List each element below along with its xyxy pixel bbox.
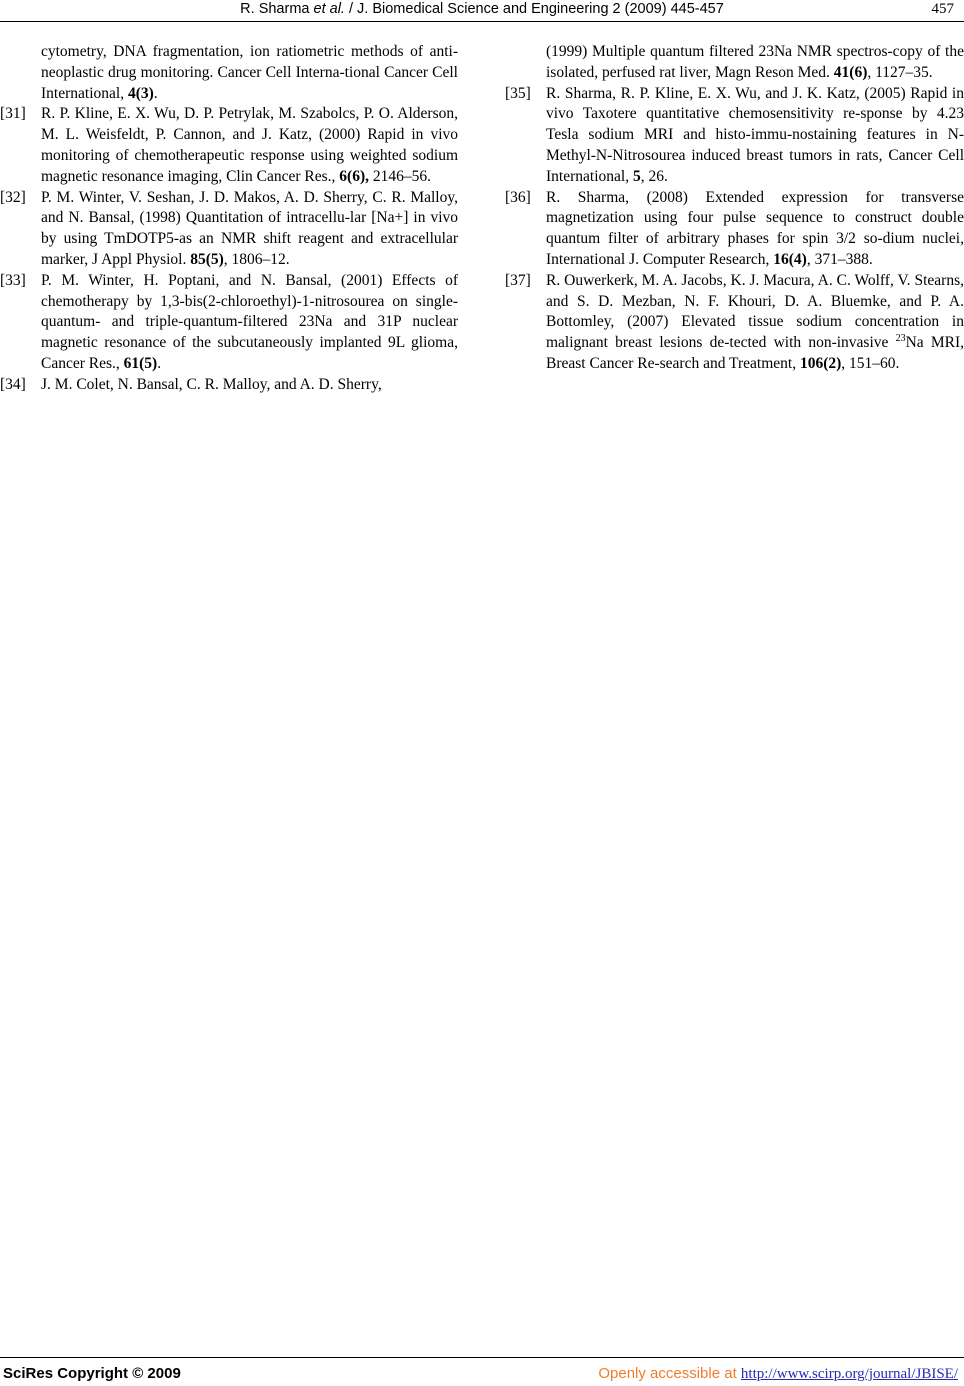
reference-text-segment: . [157,354,162,372]
reference-text-segment: (1999) Multiple quantum filtered 23Na NMR spectros-copy of the isolated, perfused rat liver, Magn Reson Med. [546,43,964,81]
reference-text-segment: R. Sharma, (2008) Extended expression for transverse magnetization using four pulse sequence to construct double quantum filter of arbitrary phases for spin 3/2 so-dium nuclei, International J. Computer Research, [546,188,964,268]
reference-text [41,376,382,393]
reference-number: [31] [0,105,26,123]
reference-text [41,43,458,102]
reference-number: [34] [0,375,26,393]
reference-text-segment: R. Ouwerkerk, M. A. Jacobs, K. J. Macura, A. C. Wolff, V. Stearns, and S. D. Mezban, N. F. Khouri, D. A. Bluemke, and P. A. Bottomley, (2007) Elevated tissue sodium concentration in malignant breast lesions de-tected with non-invasive [546,271,964,352]
reference-text-segment: P. M. Winter, V. Seshan, J. D. Makos, A. D. Sherry, C. R. Malloy, and N. Bansal, (1998) Quantitation of intracellu-lar [Na+] in vivo by using TmDOTP5-as an NMR shift reagent and extracellular marker, J Appl Physiol. [41,188,458,268]
reference-text [546,189,964,268]
reference-number: [36] [505,188,531,206]
reference-entry [505,84,964,188]
volume-issue: 5 [632,167,641,185]
left-column [0,42,458,396]
reference-number: [32] [0,188,26,206]
reference-text-segment: 2146–56. [369,167,431,185]
reference-entry [505,188,964,271]
reference-continuation [0,42,458,104]
reference-text-segment: cytometry, DNA fragmentation, ion ratiometric methods of anti-neoplastic drug monitoring. Cancer Cell Interna-tional Cancer Cell International, [41,43,458,102]
header-etal: et al. [313,1,345,17]
reference-text-segment: Na MRI, Breast Cancer Re-search and Treatment, [546,334,964,372]
reference-entry [0,271,458,375]
header-rule [0,21,964,22]
reference-entry [0,104,458,187]
reference-text-segment: , 26. [640,167,668,185]
page-number: 457 [931,1,954,17]
volume-issue: 4(3) [127,84,154,102]
reference-continuation [505,42,964,84]
reference-text [546,85,964,185]
reference-text-segment: P. M. Winter, H. Poptani, and N. Bansal, (2001) Effects of chemotherapy by 1,3-bis(2-chloroethyl)-1-nitrosourea on single-quantum- and triple-quantum-filtered 23Na and 31P nuclear magnetic resonance of the subcutaneously implanted 9L glioma, Cancer Res., [41,271,458,372]
page-footer [0,1357,964,1386]
volume-issue: 16(4) [773,250,807,268]
reference-text [41,189,458,268]
reference-number: [33] [0,271,26,289]
reference-entry [0,188,458,271]
running-header [0,1,964,17]
reference-text-segment: , 371–388. [806,250,873,268]
volume-issue: 61(5) [123,354,158,372]
reference-entry [505,271,964,375]
volume-issue: 85(5) [190,250,224,268]
reference-text-segment: . [153,84,158,102]
volume-issue: 6(6), [339,167,369,185]
footer-rule [0,1357,964,1358]
reference-text-segment: J. M. Colet, N. Bansal, C. R. Malloy, and A. D. Sherry, [41,375,382,393]
journal-link[interactable]: http://www.scirp.org/journal/JBISE/ [740,1366,958,1382]
access-label: Openly accessible at [598,1365,741,1382]
reference-text-segment: , 151–60. [841,354,900,372]
header-journal: / J. Biomedical Science and Engineering 2 (2009) 445-457 [344,1,724,17]
superscript: 23 [895,333,906,344]
reference-text [546,272,964,372]
page-header [0,0,964,20]
reference-number: [35] [505,84,531,102]
reference-text-segment: R. P. Kline, E. X. Wu, D. P. Petrylak, M. Szabolcs, P. O. Alderson, M. L. Weisfeldt, P. Cannon, and J. Katz, (2000) Rapid in vivo monitoring of chemotherapeutic response using weighted sodium magnetic resonance imaging, Clin Cancer Res., [41,105,458,185]
copyright-notice: SciRes Copyright © 2009 [3,1365,181,1382]
reference-text-segment: , 1127–35. [867,63,933,81]
volume-issue: 106(2) [799,354,842,372]
reference-text-segment: , 1806–12. [223,250,290,268]
reference-text [546,43,964,81]
right-column [505,42,964,375]
reference-text-segment: R. Sharma, R. P. Kline, E. X. Wu, and J. K. Katz, (2005) Rapid in vivo Taxotere quantitative chemosensitivity re-sponse by 4.23 Tesla sodium MRI and histo-immu-nostaining features in N-Methyl-N-Nitrosourea induced breast tumors in rats, Cancer Cell International, [546,84,964,185]
header-authors: R. Sharma [240,1,314,17]
reference-number: [37] [505,271,531,289]
reference-text [41,105,458,184]
volume-issue: 41(6) [833,63,868,81]
reference-entry [0,375,458,396]
reference-text [41,272,458,372]
open-access-notice [598,1365,958,1383]
